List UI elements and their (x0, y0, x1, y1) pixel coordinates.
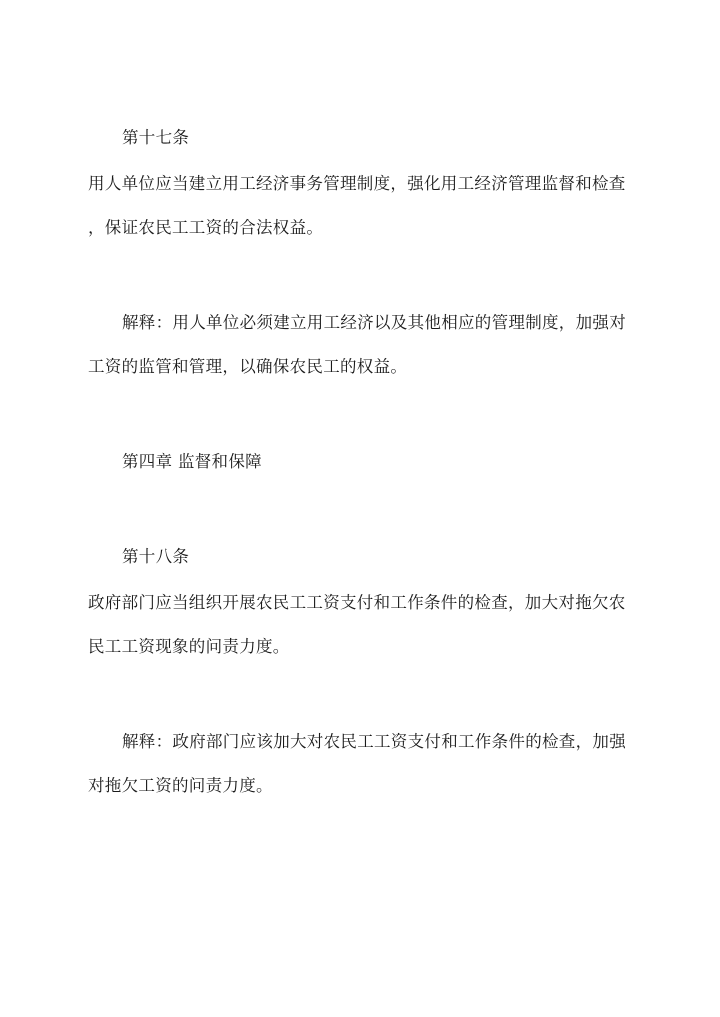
article-17-explanation-line-1: 解释：用人单位必须建立用工经济以及其他相应的管理制度，加强对 (122, 313, 626, 332)
article-17-body-line-1: 用人单位应当建立用工经济事务管理制度，强化用工经济管理监督和检查 (88, 174, 626, 193)
article-18-heading: 第十八条 (122, 547, 190, 566)
chapter-4-heading: 第四章 监督和保障 (122, 452, 262, 471)
article-18-explanation-line-2: 对拖欠工资的问责力度。 (88, 776, 273, 795)
article-18-body-line-1: 政府部门应当组织开展农民工工资支付和工作条件的检查，加大对拖欠农 (88, 593, 626, 612)
article-17-explanation-line-2: 工资的监管和管理，以确保农民工的权益。 (88, 357, 408, 376)
article-18-body-line-2: 民工工资现象的问责力度。 (88, 637, 290, 656)
article-17-body-line-2: ，保证农民工工资的合法权益。 (88, 218, 324, 237)
article-17-heading: 第十七条 (122, 128, 190, 147)
article-18-explanation-line-1: 解释：政府部门应该加大对农民工工资支付和工作条件的检查，加强 (122, 732, 626, 751)
